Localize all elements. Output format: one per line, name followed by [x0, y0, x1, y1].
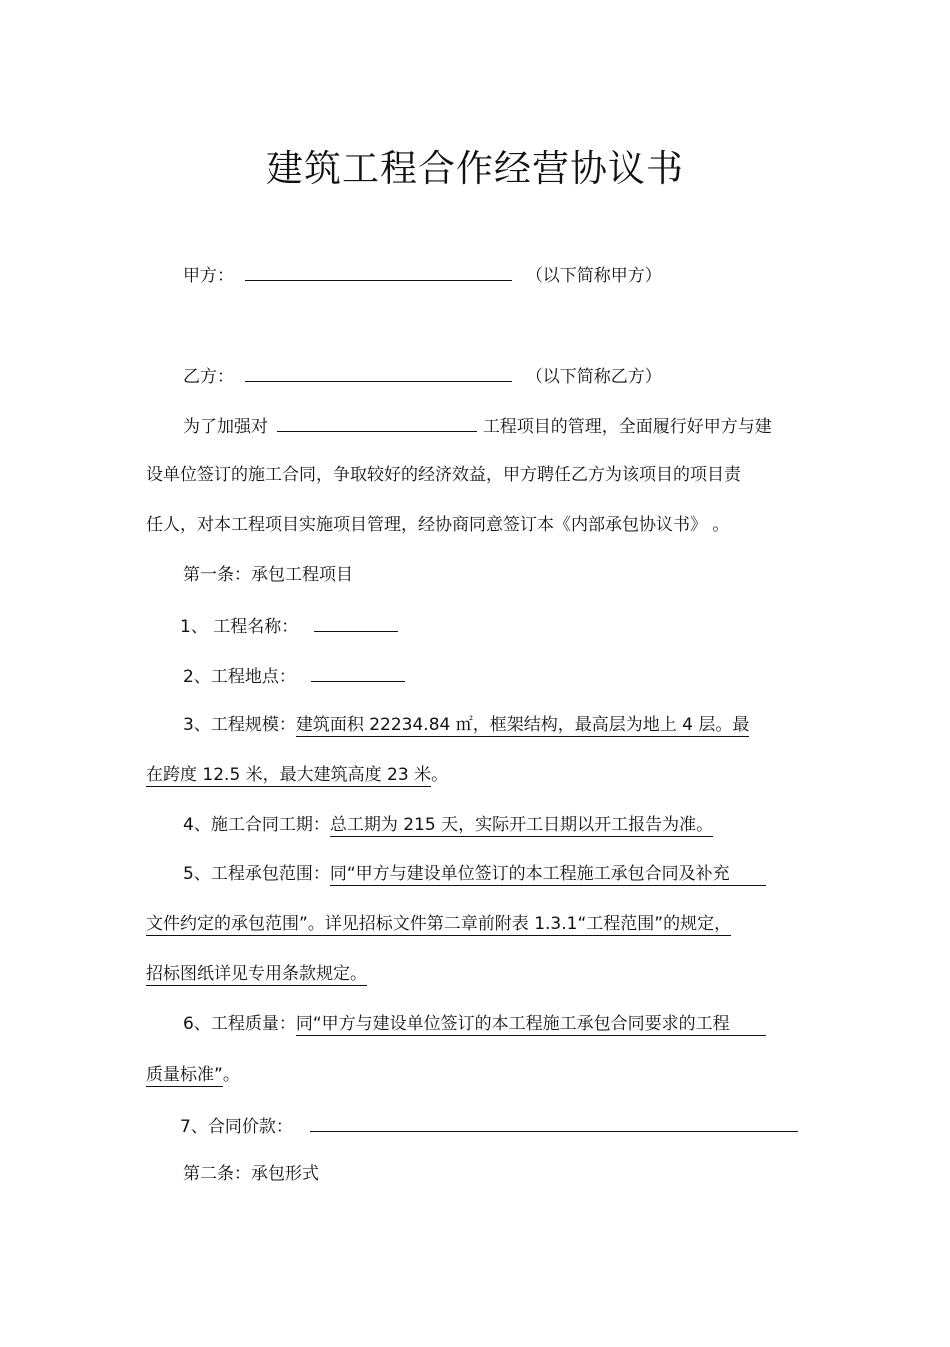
item-3-text-1: 建筑面积 22234.84 ㎡，框架结构，最高层为地上 4 层。最 — [295, 715, 750, 735]
intro-post: 工程项目的管理，全面履行好甲方与建 — [482, 417, 772, 437]
party-a-blank[interactable] — [245, 262, 512, 281]
item-3-end: 。 — [431, 765, 449, 785]
intro-pre: 为了加强对 — [183, 417, 268, 437]
item-4-line — [183, 813, 713, 837]
party-b-suffix: （以下简称乙方） — [525, 367, 662, 387]
project-name-blank[interactable] — [314, 613, 398, 632]
item-5-label: 5、工程承包范围： — [183, 864, 330, 884]
party-a-line — [183, 262, 662, 288]
item-3-text-2: 在跨度 12.5 米，最大建筑高度 23 米 — [146, 765, 432, 785]
item-6-text-1: 同“甲方与建设单位签订的本工程施工承包合同要求的工程 — [296, 1014, 766, 1036]
item-6-end: 。 — [222, 1065, 240, 1085]
item-4-label: 4、施工合同工期： — [183, 815, 330, 835]
project-location-blank[interactable] — [311, 663, 405, 682]
item-5-line-3 — [146, 962, 367, 986]
item-7-label: 7、合同价款： — [180, 1117, 293, 1137]
item-6-text-2: 质量标准” — [146, 1065, 223, 1085]
party-a-suffix: （以下简称甲方） — [525, 266, 662, 286]
party-b-line — [183, 363, 662, 389]
item-2-label: 2、工程地点： — [183, 667, 296, 687]
item-2-line — [183, 663, 405, 689]
article-2-heading: 第二条：承包形式 — [183, 1164, 319, 1184]
item-1-line — [180, 613, 398, 639]
intro-line-2: 设单位签订的施工合同，争取较好的经济效益，甲方聘任乙方为该项目的项目责 — [146, 465, 741, 485]
document-title: 建筑工程合作经营协议书 — [266, 147, 684, 190]
item-1-label: 1、 工程名称： — [180, 617, 299, 637]
item-5-text-1: 同“甲方与建设单位签订的本工程施工承包合同及补充 — [330, 864, 766, 886]
item-3-label: 3、工程规模： — [183, 715, 296, 735]
party-b-blank[interactable] — [245, 363, 512, 382]
contract-price-blank[interactable] — [310, 1113, 798, 1132]
item-4-text: 总工期为 215 天，实际开工日期以开工报告为准。 — [329, 815, 714, 835]
party-b-label: 乙方： — [183, 367, 234, 387]
item-3-line-1 — [183, 713, 749, 737]
intro-line-3: 任人，对本工程项目实施项目管理，经协商同意签订本《内部承包协议书》 。 — [146, 515, 730, 535]
item-7-line — [180, 1113, 798, 1139]
item-6-line-1 — [183, 1012, 766, 1036]
item-5-text-2: 文件约定的承包范围”。详见招标文件第二章前附表 1.3.1“工程范围”的规定， — [146, 914, 732, 934]
item-6-label: 6、工程质量： — [183, 1014, 296, 1034]
item-5-line-2 — [146, 912, 731, 936]
item-6-line-2 — [146, 1063, 240, 1087]
party-a-label: 甲方： — [183, 266, 234, 286]
item-5-text-3: 招标图纸详见专用条款规定。 — [146, 964, 367, 984]
project-blank[interactable] — [277, 413, 477, 432]
article-1-heading: 第一条：承包工程项目 — [183, 565, 353, 585]
item-5-line-1 — [183, 862, 766, 886]
item-3-line-2 — [146, 763, 448, 787]
intro-line-1 — [183, 413, 772, 439]
